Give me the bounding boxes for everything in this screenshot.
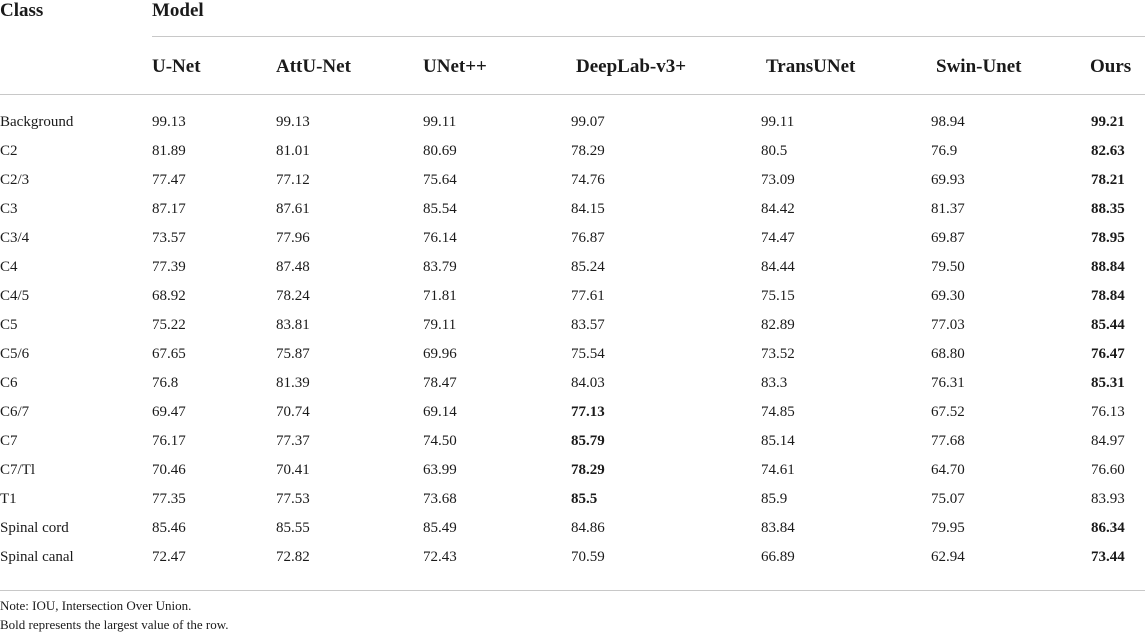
table-cell-swin-unet: 77.68 [931, 433, 965, 449]
model-header-swinunet: Swin-Unet [936, 56, 1022, 77]
table-row [0, 311, 1145, 340]
table-cell-deeplab-v3: 77.61 [571, 288, 605, 304]
row-class-label: C5 [0, 317, 18, 333]
table-cell-ours: 78.95 [1091, 230, 1125, 246]
table-cell-unet: 85.49 [423, 520, 457, 536]
table-cell-deeplab-v3: 83.57 [571, 317, 605, 333]
table-cell-swin-unet: 69.30 [931, 288, 965, 304]
table-cell-u-net: 70.46 [152, 462, 186, 478]
table-cell-unet: 99.11 [423, 114, 457, 130]
table-cell-deeplab-v3: 85.79 [571, 433, 605, 449]
table-cell-attu-net: 70.74 [276, 404, 310, 420]
table-cell-unet: 69.96 [423, 346, 457, 362]
table-cell-swin-unet: 64.70 [931, 462, 965, 478]
table-cell-ours: 76.60 [1091, 462, 1125, 478]
table-cell-u-net: 77.47 [152, 172, 186, 188]
table-cell-unet: 76.14 [423, 230, 457, 246]
table-cell-attu-net: 87.61 [276, 201, 310, 217]
table-cell-deeplab-v3: 70.59 [571, 549, 605, 565]
table-bottom-rule [0, 590, 1145, 591]
table-cell-transunet: 74.47 [761, 230, 795, 246]
table-row [0, 195, 1145, 224]
table-cell-transunet: 73.52 [761, 346, 795, 362]
table-cell-attu-net: 99.13 [276, 114, 310, 130]
model-header-deeplab: DeepLab-v3+ [576, 56, 687, 77]
table-cell-deeplab-v3: 78.29 [571, 143, 605, 159]
table-cell-u-net: 76.8 [152, 375, 179, 391]
table-cell-swin-unet: 62.94 [931, 549, 965, 565]
row-class-label: C3 [0, 201, 18, 217]
table-cell-attu-net: 77.37 [276, 433, 310, 449]
table-row [0, 224, 1145, 253]
table-cell-attu-net: 75.87 [276, 346, 310, 362]
table-cell-deeplab-v3: 99.07 [571, 114, 605, 130]
table-cell-ours: 76.13 [1091, 404, 1125, 420]
table-cell-ours: 88.84 [1091, 259, 1125, 275]
table-cell-unet: 72.43 [423, 549, 457, 565]
table-cell-transunet: 84.44 [761, 259, 795, 275]
table-cell-attu-net: 78.24 [276, 288, 310, 304]
table-row [0, 514, 1145, 543]
table-cell-unet: 83.79 [423, 259, 457, 275]
table-cell-attu-net: 87.48 [276, 259, 310, 275]
table-cell-swin-unet: 76.31 [931, 375, 965, 391]
table-cell-u-net: 77.35 [152, 491, 186, 507]
table-cell-unet: 79.11 [423, 317, 457, 333]
table-cell-ours: 78.84 [1091, 288, 1125, 304]
table-row [0, 340, 1145, 369]
table-row [0, 137, 1145, 166]
table-cell-unet: 80.69 [423, 143, 457, 159]
table-cell-transunet: 74.61 [761, 462, 795, 478]
table-cell-ours: 82.63 [1091, 143, 1125, 159]
table-row [0, 398, 1145, 427]
row-class-label: C5/6 [0, 346, 30, 362]
table-cell-ours: 86.34 [1091, 520, 1125, 536]
results-table [0, 108, 1145, 572]
class-column-header: Class [0, 0, 44, 21]
model-header-ours: Ours [1090, 56, 1132, 77]
table-cell-swin-unet: 79.50 [931, 259, 965, 275]
table-cell-attu-net: 85.55 [276, 520, 310, 536]
row-class-label: C4 [0, 259, 18, 275]
table-cell-deeplab-v3: 74.76 [571, 172, 605, 188]
table-row [0, 108, 1145, 137]
table-cell-u-net: 87.17 [152, 201, 186, 217]
table-cell-transunet: 99.11 [761, 114, 795, 130]
table-cell-unet: 73.68 [423, 491, 457, 507]
table-cell-unet: 74.50 [423, 433, 457, 449]
table-cell-transunet: 85.9 [761, 491, 788, 507]
table-row [0, 427, 1145, 456]
table-cell-attu-net: 81.01 [276, 143, 310, 159]
row-class-label: T1 [0, 491, 17, 507]
table-cell-unet: 75.64 [423, 172, 457, 188]
table-cell-swin-unet: 76.9 [931, 143, 958, 159]
table-cell-unet: 78.47 [423, 375, 457, 391]
table-cell-swin-unet: 98.94 [931, 114, 965, 130]
row-class-label: Background [0, 114, 74, 130]
model-header-unetpp: UNet++ [423, 56, 487, 77]
table-cell-attu-net: 81.39 [276, 375, 310, 391]
table-cell-deeplab-v3: 85.5 [571, 491, 598, 507]
table-cell-unet: 71.81 [423, 288, 457, 304]
table-cell-attu-net: 72.82 [276, 549, 310, 565]
table-cell-swin-unet: 69.93 [931, 172, 965, 188]
table-cell-attu-net: 77.96 [276, 230, 310, 246]
table-cell-attu-net: 77.12 [276, 172, 310, 188]
model-header-rule [152, 36, 1145, 37]
note-iou: Note: IOU, Intersection Over Union. [0, 598, 192, 613]
table-cell-ours: 85.44 [1091, 317, 1125, 333]
table-row [0, 369, 1145, 398]
table-cell-transunet: 74.85 [761, 404, 795, 420]
table-cell-ours: 76.47 [1091, 346, 1125, 362]
table-cell-deeplab-v3: 84.03 [571, 375, 605, 391]
table-cell-transunet: 66.89 [761, 549, 795, 565]
table-cell-transunet: 85.14 [761, 433, 795, 449]
results-table-body [0, 108, 1145, 572]
table-cell-u-net: 75.22 [152, 317, 186, 333]
table-cell-transunet: 73.09 [761, 172, 795, 188]
table-cell-ours: 78.21 [1091, 172, 1125, 188]
note-bold: Bold represents the largest value of the row. [0, 617, 229, 632]
model-group-header: Model [152, 0, 204, 21]
table-cell-transunet: 83.84 [761, 520, 795, 536]
table-cell-u-net: 99.13 [152, 114, 186, 130]
table-cell-u-net: 81.89 [152, 143, 186, 159]
table-cell-swin-unet: 77.03 [931, 317, 965, 333]
row-class-label: C7/Tl [0, 462, 36, 478]
table-row [0, 543, 1145, 572]
table-cell-attu-net: 70.41 [276, 462, 310, 478]
table-cell-deeplab-v3: 77.13 [571, 404, 605, 420]
model-header-transunet: TransUNet [766, 56, 856, 77]
model-header-unet: U-Net [152, 56, 201, 77]
table-cell-u-net: 68.92 [152, 288, 186, 304]
table-cell-u-net: 73.57 [152, 230, 186, 246]
table-cell-unet: 69.14 [423, 404, 457, 420]
row-class-label: C6/7 [0, 404, 30, 420]
table-cell-u-net: 76.17 [152, 433, 186, 449]
row-class-label: C7 [0, 433, 18, 449]
header-bottom-rule [0, 94, 1145, 95]
table-cell-ours: 99.21 [1091, 114, 1125, 130]
model-header-attunet: AttU-Net [276, 56, 351, 77]
table-row [0, 253, 1145, 282]
table-row [0, 485, 1145, 514]
table-cell-deeplab-v3: 85.24 [571, 259, 605, 275]
table-cell-unet: 85.54 [423, 201, 457, 217]
row-class-label: Spinal canal [0, 549, 74, 565]
table-cell-deeplab-v3: 78.29 [571, 462, 605, 478]
table-cell-deeplab-v3: 75.54 [571, 346, 605, 362]
table-cell-ours: 85.31 [1091, 375, 1125, 391]
table-row [0, 282, 1145, 311]
table-cell-u-net: 85.46 [152, 520, 186, 536]
table-cell-swin-unet: 79.95 [931, 520, 965, 536]
row-class-label: C2 [0, 143, 18, 159]
table-cell-ours: 88.35 [1091, 201, 1125, 217]
table-cell-transunet: 80.5 [761, 143, 788, 159]
table-cell-transunet: 75.15 [761, 288, 795, 304]
table-cell-transunet: 83.3 [761, 375, 788, 391]
table-cell-transunet: 84.42 [761, 201, 795, 217]
table-cell-attu-net: 77.53 [276, 491, 310, 507]
table-cell-attu-net: 83.81 [276, 317, 310, 333]
table-cell-deeplab-v3: 84.15 [571, 201, 605, 217]
table-cell-unet: 63.99 [423, 462, 457, 478]
table-cell-u-net: 69.47 [152, 404, 186, 420]
table-cell-swin-unet: 69.87 [931, 230, 965, 246]
row-class-label: C2/3 [0, 172, 30, 188]
table-cell-ours: 84.97 [1091, 433, 1125, 449]
table-cell-swin-unet: 68.80 [931, 346, 965, 362]
row-class-label: C3/4 [0, 230, 30, 246]
table-cell-deeplab-v3: 84.86 [571, 520, 605, 536]
table-cell-u-net: 67.65 [152, 346, 186, 362]
table-cell-deeplab-v3: 76.87 [571, 230, 605, 246]
row-class-label: C4/5 [0, 288, 30, 304]
table-cell-ours: 73.44 [1091, 549, 1125, 565]
row-class-label: Spinal cord [0, 520, 69, 536]
table-cell-swin-unet: 67.52 [931, 404, 965, 420]
table-cell-u-net: 77.39 [152, 259, 186, 275]
table-cell-transunet: 82.89 [761, 317, 795, 333]
table-row [0, 166, 1145, 195]
table-row [0, 456, 1145, 485]
table-cell-swin-unet: 81.37 [931, 201, 965, 217]
table-cell-ours: 83.93 [1091, 491, 1125, 507]
row-class-label: C6 [0, 375, 18, 391]
table-cell-u-net: 72.47 [152, 549, 186, 565]
table-cell-swin-unet: 75.07 [931, 491, 965, 507]
